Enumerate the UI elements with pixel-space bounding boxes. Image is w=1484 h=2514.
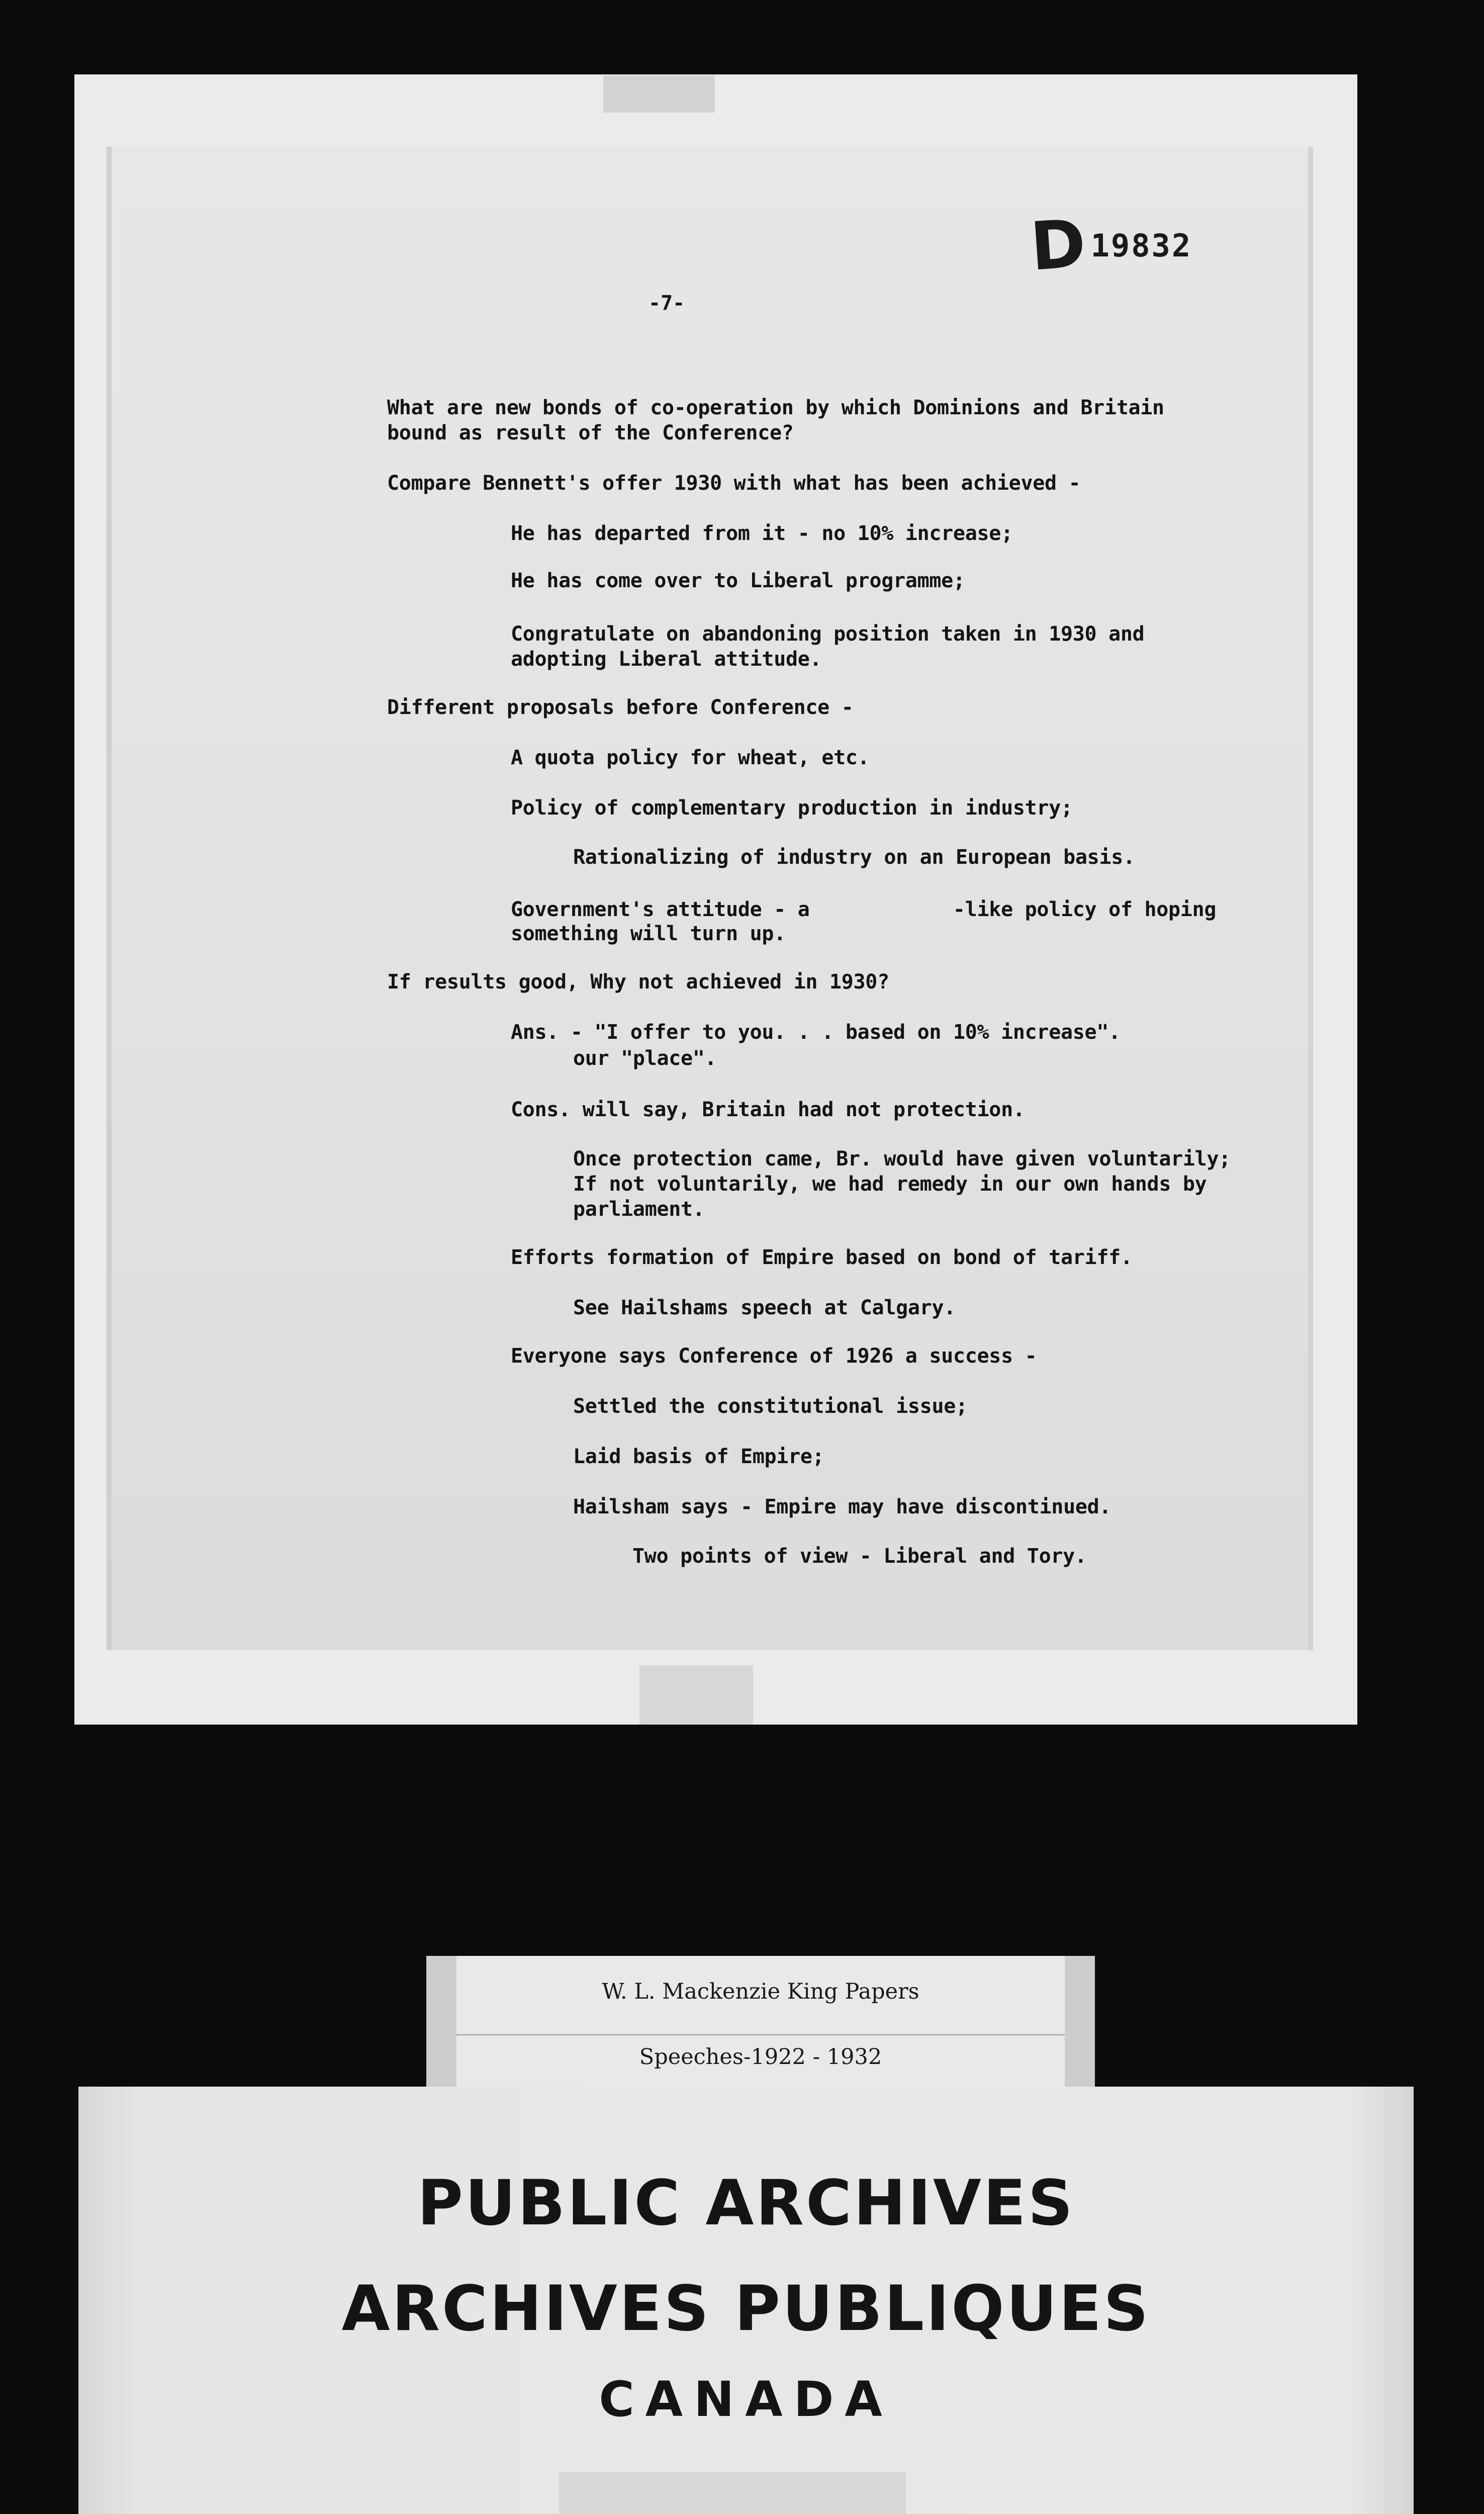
text-line: Once protection came, Br. would have given voluntarily; xyxy=(573,1147,1231,1171)
label-divider xyxy=(456,2034,1065,2035)
text-line: He has departed from it - no 10% increase; xyxy=(511,522,1013,545)
text-line: Rationalizing of industry on an European basis. xyxy=(573,846,1135,869)
text-line: adopting Liberal attitude. xyxy=(511,648,822,671)
document-number xyxy=(1028,205,1192,286)
text-line: Compare Bennett's offer 1930 with what has been achieved - xyxy=(387,472,1081,495)
text-line: Settled the constitutional issue; xyxy=(573,1395,968,1418)
text-line: Different proposals before Conference - xyxy=(387,696,854,719)
text-line: Cons. will say, Britain had not protection. xyxy=(511,1098,1025,1121)
mounting-tape-bottom xyxy=(639,1665,753,1725)
page-number: -7- xyxy=(648,292,685,315)
mounting-tape-top xyxy=(603,75,715,113)
document-number-value: 19832 xyxy=(1090,227,1192,264)
text-line: Ans. - "I offer to you. . . based on 10% increase". xyxy=(511,1021,1121,1044)
text-line: Policy of complementary production in industry; xyxy=(511,796,1073,820)
text-line: If not voluntarily, we had remedy in our own hands by xyxy=(573,1173,1207,1196)
text-line: If results good, Why not achieved in 1930? xyxy=(387,970,889,994)
document-number-prefix: D xyxy=(1028,205,1088,286)
stamp-line-french: ARCHIVES PUBLIQUES xyxy=(341,2273,1151,2345)
text-line: parliament. xyxy=(573,1198,705,1221)
text-line: He has come over to Liberal programme; xyxy=(511,569,965,592)
text-line: Government's attitude - a -like policy of hoping xyxy=(511,898,1217,921)
collection-name: W. L. Mackenzie King Papers xyxy=(602,1979,919,2004)
text-line: A quota policy for wheat, etc. xyxy=(511,746,870,769)
text-line: our "place". xyxy=(573,1047,717,1070)
text-line: bound as result of the Conference? xyxy=(387,421,794,444)
text-line: Efforts formation of Empire based on bond of tariff. xyxy=(511,1246,1133,1269)
text-line: What are new bonds of co-operation by which Dominions and Britain xyxy=(387,396,1164,419)
stamp-mounting-tape xyxy=(559,2472,906,2514)
stamp-line-country: CANADA xyxy=(599,2371,893,2428)
collection-series: Speeches-1922 - 1932 xyxy=(639,2044,882,2070)
collection-label xyxy=(426,1956,1095,2092)
text-line: Two points of view - Liberal and Tory. xyxy=(632,1545,1087,1568)
text-line: Laid basis of Empire; xyxy=(573,1445,824,1468)
text-line: Hailsham says - Empire may have discontinued. xyxy=(573,1495,1111,1518)
archives-stamp xyxy=(78,2087,1414,2514)
stamp-line-english: PUBLIC ARCHIVES xyxy=(417,2167,1075,2239)
text-line: something will turn up. xyxy=(511,922,786,945)
text-line: Everyone says Conference of 1926 a success - xyxy=(511,1344,1037,1368)
text-line: Congratulate on abandoning position taken in 1930 and xyxy=(511,622,1145,646)
text-line: See Hailshams speech at Calgary. xyxy=(573,1296,956,1319)
